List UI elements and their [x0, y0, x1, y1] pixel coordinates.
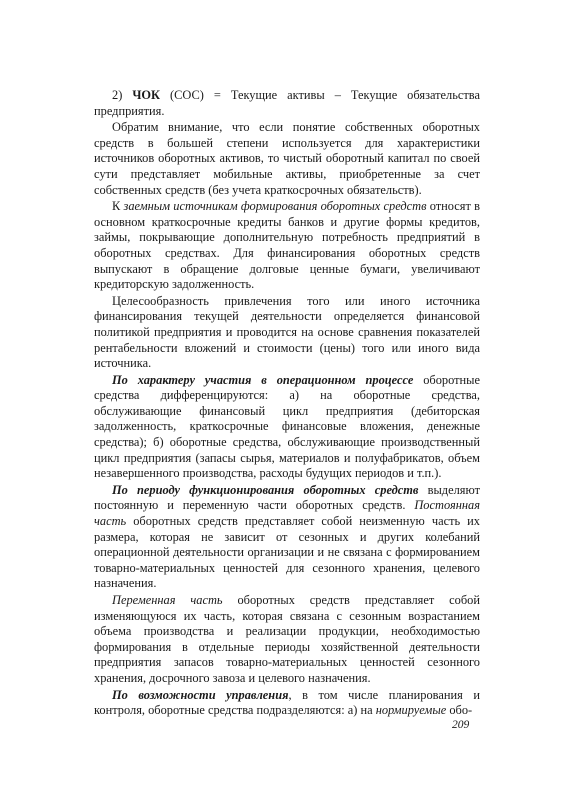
paragraph-p2	[94, 120, 480, 198]
text-segment: ЧОК	[132, 88, 161, 102]
page-number: 209	[452, 719, 470, 731]
text-segment: оборотных средств представляет собой изменяющуюся их часть, которая связана с сезонным возрастанием объема производства и реализации продукции, необходимостью формирования в отдельные периоды хозяйственной деятельности предприятия запасов товарно-материальных ценностей сезонного хранения, досрочного завоза и целевого назначения.	[94, 593, 480, 685]
text-segment: Постоянная часть	[94, 498, 480, 529]
text-segment: оборотных средств представляет собой неизменную часть их размера, которая не зависит от сезонных и других колебаний операционной деятельности организации и не связана с формированием товарно-материальных ценностей для сезонного хранения, целевого назначения.	[94, 514, 480, 591]
text-segment: Обратим внимание, что если понятие собственных оборотных средств в большей степени используется для характеристики источников оборотных активов, то чистый оборотный капитал по своей сути представляет мобильные активы, приобретенные за счет собственных средств (без учета краткосрочных обязательств).	[94, 120, 480, 197]
text-segment: По периоду функционирования оборотных средств	[112, 482, 419, 497]
text-segment: обо-	[446, 703, 473, 718]
page-body-text	[94, 88, 480, 720]
text-segment: К	[112, 199, 124, 214]
text-segment: нормируемые	[375, 703, 447, 718]
paragraph-p4	[94, 294, 480, 372]
text-segment: По возможности управления	[112, 687, 289, 702]
text-segment: , в том числе планирования и контроля, оборотные средства подразделяются: а) на	[94, 687, 481, 718]
paragraph-p6	[94, 483, 480, 592]
text-segment: 2)	[112, 88, 133, 102]
text-segment: заемным источникам формирования оборотных средств	[123, 199, 427, 214]
paragraph-p7	[94, 593, 480, 687]
text-segment: (СОС) = Текущие активы – Текущие обязательства предприятия.	[94, 88, 480, 118]
text-segment: Целесообразность привлечения того или иного источника финансирования текущей деятельности определяется финансовой политикой предприятия и проводится на основе сравнения показателей рентабельности вложений и стоимости (цены) того или иного вида источника.	[94, 293, 480, 371]
paragraph-p8	[94, 688, 480, 719]
paragraph-p1	[94, 88, 480, 119]
paragraph-p3	[94, 199, 480, 293]
text-segment: выделяют постоянную и переменную части оборотных средств.	[94, 482, 480, 513]
text-segment: Переменная часть	[112, 593, 223, 607]
text-segment: По характеру участия в операционном процессе	[112, 372, 414, 387]
text-segment: оборотные средства дифференцируются: а) на оборотные средства, обслуживающие финансовый цикл предприятия (дебиторская задолженность, краткосрочные финансовые вложения, денежные средства); б) оборотные средства, обслуживающие производственный цикл предприятия (запасы сырья, материалов и полуфабрикатов, объем незавершенного производства, расходы будущих периодов и т.п.).	[94, 372, 481, 481]
text-segment: относят в основном краткосрочные кредиты банков и другие формы кредитов, займы, покрывающие дополнительную потребность предприятий в оборотных средствах. Для финансирования оборотных средств выпускают в обращение долговые ценные бумаги, увеличивают кредиторскую задолженность.	[94, 199, 481, 292]
paragraph-p5	[94, 373, 480, 482]
